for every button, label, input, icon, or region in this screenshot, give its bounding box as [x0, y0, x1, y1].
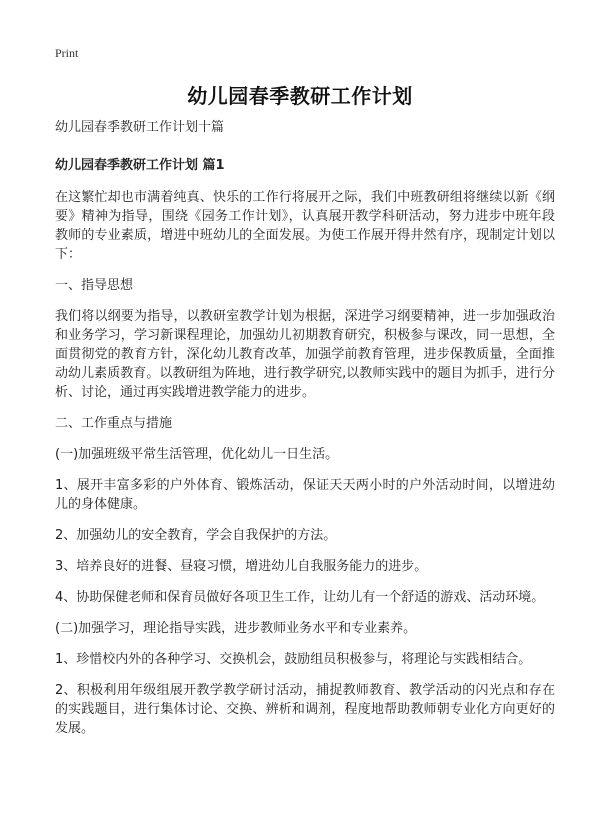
paragraph-item-research: 2、积极利用年级组展开教学教学研讨活动，捕捉教师教育、教学活动的闪光点和存在的实践题目，进行集体讨论、交换、辨析和调剂，程度地帮助教师朝专业化方向更好的发展。 [55, 683, 555, 736]
paragraph-intro: 在这繁忙却也市满着纯真、快乐的工作行将展开之际，我们中班教研组将继续以新《纲要》精神为指导，围绕《园务工作计划》，认真展开教学科研活动，努力进步中班年段教师的专业素质，增进中班幼儿的全面发展。为使工作展开得井然有序，现制定计划以下： [55, 190, 555, 262]
paragraph-item-outdoor: 1、展开丰富多彩的户外体育、锻炼活动，保证天天两小时的户外活动时间，以增进幼儿的身体健康。 [55, 478, 555, 512]
print-link[interactable]: Print [55, 46, 79, 60]
section-heading: 幼儿园春季教研工作计划 篇1 [55, 158, 225, 173]
page-title: 幼儿园春季教研工作计划 [187, 84, 413, 108]
paragraph-heading-guiding-thought: 一、指导思想 [55, 278, 134, 293]
paragraph-item-hygiene: 4、协助保健老师和保育员做好各项卫生工作，让幼儿有一个舒适的游戏、活动环境。 [55, 590, 545, 605]
document-body [55, 118, 555, 750]
paragraph-item-exchange: 1、珍惜校内外的各种学习、交换机会，鼓励组员积极参与，将理论与实践相结合。 [55, 652, 532, 667]
paragraph-heading-key-work: 二、工作重点与措施 [55, 416, 173, 431]
paragraph-subheading-daily-life: (一)加强班级平常生活管理，优化幼儿一日生活。 [55, 447, 339, 462]
paragraph-item-safety: 2、加强幼儿的安全教育，学会自我保护的方法。 [55, 528, 337, 543]
paragraph-guiding-thought: 我们将以纲要为指导，以教研室教学计划为根据，深进学习纲要精神，进一步加强政治和业务学习，学习新课程理论，加强幼儿初期教育研究，积极参与课改，同一思想，全面贯彻党的教育方针，深化幼儿教育改革，加强学前教育管理，进步保教质量，全面推动幼儿素质教育。以教研组为阵地，进行教学研究,以教师实践中的题目为抓手，进行分析、讨论，通过再实践增进教学能力的进步。 [55, 309, 555, 400]
paragraph-subheading-learning: (二)加强学习，理论指导实践，进步教师业务水平和专业素养。 [55, 621, 417, 636]
paragraph-item-habits: 3、培养良好的进餐、昼寝习惯，增进幼儿自我服务能力的进步。 [55, 559, 428, 574]
document-subtitle: 幼儿园春季教研工作计划十篇 [55, 120, 225, 135]
